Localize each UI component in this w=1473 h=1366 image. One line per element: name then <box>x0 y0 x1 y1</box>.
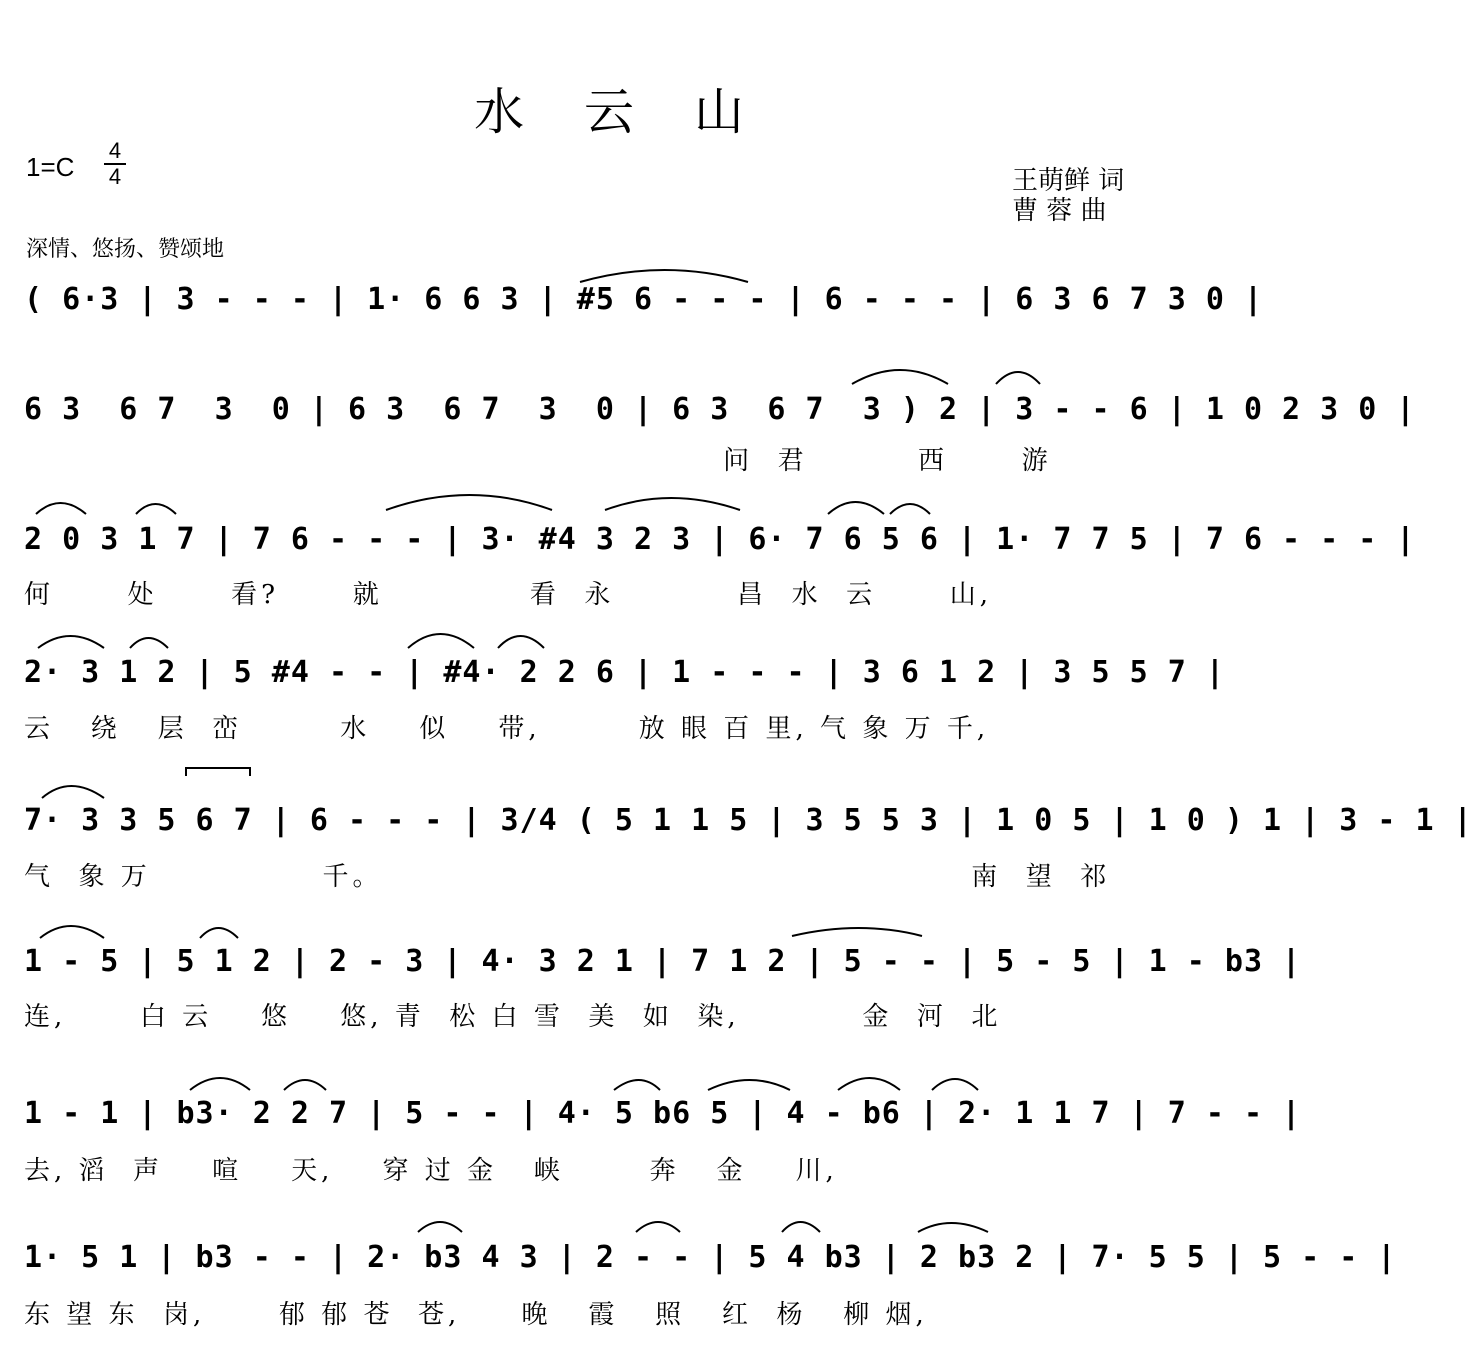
lyrics-line-7: 去, 滔 声 喧 天, 穿 过 金 峡 奔 金 川, <box>24 1156 838 1186</box>
credits <box>1012 166 1124 226</box>
composer-credit: 曹 蓉 曲 <box>1012 196 1107 226</box>
lyrics-line-2: 问 君 西 游 <box>24 446 1052 476</box>
lyricist-credit: 王萌鲜 词 <box>1012 166 1125 196</box>
notation-line-3: 2 0 3 1 7 | 7 6 - - - | 3· #4 3 2 3 | 6· 7 6 5 6 | 1· 7 7 5 | 7 6 - - - | <box>24 522 1416 557</box>
notation-line-6: 1 - 5 | 5 1 2 | 2 - 3 | 4· 3 2 1 | 7 1 2 | 5 - - | 5 - 5 | 1 - b3 | <box>24 944 1302 979</box>
key-signature: 1=C <box>26 152 75 182</box>
lyrics-line-5: 气 象 万 千。 南 望 祁 <box>24 862 1111 892</box>
notation-line-2: 6 3 6 7 3 0 | 6 3 6 7 3 0 | 6 3 6 7 3 ) 2 | 3 - - 6 | 1 0 2 3 0 | <box>24 392 1416 427</box>
notation-line-8: 1· 5 1 | b3 - - | 2· b3 4 3 | 2 - - | 5 4 b3 | 2 b3 2 | 7· 5 5 | 5 - - | <box>24 1240 1397 1275</box>
time-signature-top: 4 <box>108 138 122 163</box>
lyrics-line-3: 何 处 看? 就 看 永 昌 水 云 山, <box>24 580 992 610</box>
lyrics-line-6: 连, 白 云 悠 悠, 青 松 白 雪 美 如 染, 金 河 北 <box>24 1002 1002 1032</box>
song-title: 水 云 山 <box>474 83 766 141</box>
time-signature <box>104 140 126 188</box>
notation-line-5: 7· 3 3 5 6 7 | 6 - - - | 3/4 ( 5 1 1 5 | 3 5 5 3 | 1 0 5 | 1 0 ) 1 | 3 - 1 | <box>24 803 1473 838</box>
lyrics-line-4: 云 绕 层 峦 水 似 带, 放 眼 百 里, 气 象 万 千, <box>24 714 990 744</box>
time-signature-bottom: 4 <box>108 164 122 189</box>
notation-line-4: 2· 3 1 2 | 5 #4 - - | #4· 2 2 6 | 1 - - - | 3 6 1 2 | 3 5 5 7 | <box>24 655 1225 690</box>
expression-marking: 深情、悠扬、赞颂地 <box>26 237 225 262</box>
notation-line-1: ( 6·3 | 3 - - - | 1· 6 6 3 | #5 6 - - - | 6 - - - | 6 3 6 7 3 0 | <box>24 282 1263 317</box>
lyrics-line-8: 东 望 东 岗, 郁 郁 苍 苍, 晚 霞 照 红 杨 柳 烟, <box>24 1300 928 1330</box>
notation-line-7: 1 - 1 | b3· 2 2 7 | 5 - - | 4· 5 b6 5 | 4 - b6 | 2· 1 1 7 | 7 - - | <box>24 1096 1302 1131</box>
